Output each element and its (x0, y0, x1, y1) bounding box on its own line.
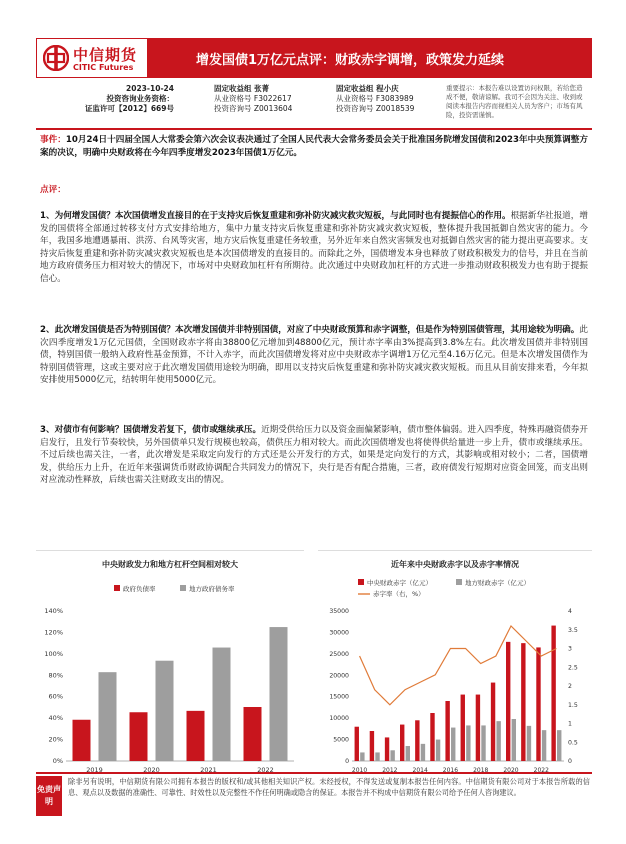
divider (36, 128, 592, 130)
y2-tick-label: 1 (568, 720, 572, 728)
bar (436, 740, 440, 761)
bar (187, 711, 205, 761)
y-tick-label: 40% (48, 714, 63, 723)
logo (36, 38, 148, 78)
x-tick-label: 2022 (533, 767, 549, 774)
y-tick-label: 120% (44, 628, 63, 637)
citic-logo-icon (43, 45, 69, 71)
bar (466, 725, 470, 761)
bar (421, 744, 425, 761)
y-tick-label: 35000 (329, 608, 349, 615)
bar (375, 752, 379, 761)
x-tick-label: 2020 (503, 767, 519, 774)
y-tick-label: 20000 (329, 672, 349, 680)
x-tick-label: 2012 (382, 767, 398, 774)
x-tick-label: 2021 (200, 766, 217, 774)
comment-label: 点评： (40, 185, 66, 195)
bar (481, 725, 485, 761)
license-label: 投资咨询业务资格： (106, 94, 174, 103)
y2-tick-label: 0 (568, 758, 572, 765)
y-tick-label: 60% (48, 692, 63, 701)
legend-swatch (180, 585, 186, 591)
point-2-body: 此次四季度增发1万亿元国债，全国财政赤字将由38800亿元增加到48800亿元，预计赤字率由3%提高到3.8%左右。此次增发国债并非特别国债，特别国债一般纳入政府性基金预算，不计入赤字，而此次国债增发将对应中央财政赤字调增1万亿元至4.16万亿元。但是本次增发国债作为特别国债管理，这或主要对应于此次增发国债用途较为明确，即用以支持灾后恢复重建和弥补防灾减灾救灾短板。而且从目前安排来看，今年拟安排使用5000亿元，结转明年使用5000亿元。 (40, 325, 588, 386)
bar (370, 731, 374, 761)
legend-label: 政府负债率 (123, 585, 156, 593)
bar (430, 713, 434, 761)
bar (130, 712, 148, 761)
analyst-1-title: 固定收益组 张菁 (214, 84, 270, 93)
legend-label: 地方政府债务率 (189, 585, 235, 593)
bar (542, 730, 546, 761)
report-info (36, 84, 592, 128)
logo-text-en: CITIC Futures (73, 63, 134, 72)
y2-tick-label: 2.5 (568, 664, 578, 672)
bar (156, 661, 174, 761)
license-value: 证监许可【2012】669号 (84, 104, 174, 113)
point-2-head: 2、此次增发国债是否为特别国债？本次增发国债并非特别国债，对应了中央财政预算和赤字调整，但是作为特别国债管理，其用途较为明确。 (40, 325, 580, 335)
deficit-rate-line (360, 626, 557, 705)
y-tick-label: 10000 (329, 715, 349, 723)
legend-label: 地方财政赤字（亿元） (465, 579, 530, 587)
important-notice: 重要提示：本报告难以设置访问权限，若给您造成不便，敬请谅解。我司不会因为关注、收到或阅读本报告内容而视相关人员为客户；市场有风险，投资需谨慎。 (446, 84, 583, 119)
bar (390, 750, 394, 761)
date-license-block (64, 84, 174, 114)
point-1 (40, 210, 588, 286)
analyst-2-consult: 投资咨询号 Z0018539 (336, 104, 415, 113)
chart-2-panel (318, 550, 592, 786)
x-tick-label: 2020 (143, 766, 160, 774)
bar (461, 695, 465, 761)
y-tick-label: 20% (48, 735, 63, 744)
point-3-head: 3、对债市有何影响？国债增发若复下，债市或继续承压。 (40, 425, 262, 435)
point-3-body: 近期受供给压力以及资金面偏紧影响，债市整体偏弱。进入四季度，特殊再融资债券开启发行，且发行节奏较快，另外国债单只发行规模也较高，债供压力相对较大。而此次国债增发也将使得供给量进一步上升，债市或继续承压。不过后续也需关注，一者，此次增发是采取定向发行的方式还是公开发行的方式，如果是定向发行的方式，其影响或相对较小；二者，国债增发，供给压力上升，在近年来强调货币财政协调配合共同发力的情况下，央行是否有配合措施，三者，政府债发行短期对应资金回笼，而支出则对应流动性释放，后续也需关注财政支出的情况。 (40, 425, 588, 486)
point-1-head: 1、为何增发国债？本次国债增发直接目的在于支持灾后恢复重建和弥补防灾减灾救灾短板，与此同时也有提振信心的作用。 (40, 211, 511, 221)
comment-heading (40, 184, 588, 197)
x-tick-label: 2014 (412, 767, 428, 774)
report-header (36, 38, 592, 78)
legend-swatch (114, 585, 120, 591)
bar (270, 627, 288, 761)
legend-swatch (358, 579, 364, 585)
bar (415, 720, 419, 761)
legend-label: 赤字率（右，%） (373, 590, 425, 598)
event-paragraph (40, 134, 588, 159)
bar (406, 746, 410, 761)
bar (536, 647, 540, 761)
legend-swatch (456, 579, 462, 585)
bar (400, 725, 404, 761)
chart-2-title: 近年来中央财政赤字以及赤字率情况 (391, 560, 519, 569)
bar (360, 752, 364, 761)
bar (355, 727, 359, 761)
analyst-1 (214, 84, 292, 114)
bar (445, 701, 449, 761)
chart-1 (36, 565, 304, 787)
report-page (36, 38, 592, 818)
bar (385, 737, 389, 761)
y-tick-label: 140% (44, 607, 63, 615)
point-1-body: 根据新华社报道，增发的国债将全部通过转移支付方式安排给地方，集中力量支持灾后恢复重建和弥补防灾减灾救灾短板，整体提升我国抵御自然灾害的能力。今年，我国多地遭遇暴雨、洪涝、台风等灾害，地方灾后恢复重建任务较重，另外近年来自然灾害频发也对抵御自然灾害的能力提出更高要求。支持灾后恢复重建和弥补防灾减灾救灾短板也是本次国债增发的直接目的。而除此之外，国债增发本身也释放了财政积极发力的信号，并且在当前地方政府债务压力相对较大的情况下，市场对中央财政加杠杆有所期待。此次通过中央财政加杠杆的方式进一步推动财政积极发力也有助于提振信心。 (40, 211, 588, 284)
analyst-2-license: 从业资格号 F3083989 (336, 94, 414, 103)
bar (506, 642, 510, 761)
bar (73, 720, 91, 761)
x-tick-label: 2022 (257, 766, 274, 774)
bar (521, 643, 525, 761)
point-3 (40, 424, 588, 487)
y2-tick-label: 0.5 (568, 739, 578, 747)
analyst-1-consult: 投资咨询号 Z0013604 (214, 104, 293, 113)
y-tick-label: 15000 (329, 693, 349, 701)
disclaimer-text: 除非另有说明，中信期货有限公司拥有本报告的版权和/或其他相关知识产权。未经授权，不得发送或复制本报告任何内容。中信期货有限公司对于本报告所载的信息、观点以及数据的准确性、可靠性、时效性以及完整性不作任何明确或隐含的保证。本报告并不构成中信期货有限公司给予任何人咨询建议。 (68, 777, 590, 797)
analyst-1-license: 从业资格号 F3022617 (214, 94, 292, 103)
y-tick-label: 0 (345, 758, 349, 765)
bar (476, 695, 480, 761)
y2-tick-label: 3.5 (568, 626, 578, 634)
bar (496, 721, 500, 761)
y-tick-label: 5000 (333, 736, 349, 744)
bar (451, 728, 455, 761)
point-2 (40, 324, 588, 387)
legend-label: 中央财政赤字（亿元） (367, 579, 432, 587)
bar (557, 730, 561, 761)
analyst-2-title: 固定收益组 程小庆 (336, 84, 399, 93)
chart-1-panel (36, 550, 304, 786)
bar (512, 719, 516, 761)
analyst-2 (336, 84, 414, 114)
bar (491, 683, 495, 761)
x-tick-label: 2010 (351, 767, 368, 774)
event-label: 事件： (40, 135, 66, 145)
bar (244, 707, 262, 761)
bar (551, 626, 555, 761)
chart-1-title: 中央财政发力和地方杠杆空间相对较大 (102, 560, 238, 569)
chart-2 (318, 565, 592, 787)
x-tick-label: 2019 (86, 766, 103, 774)
y2-tick-label: 4 (568, 608, 572, 615)
bar (213, 648, 231, 761)
y2-tick-label: 2 (568, 683, 572, 690)
bar (99, 672, 117, 761)
disclaimer-label: 免责声明 (36, 776, 62, 816)
disclaimer (36, 772, 592, 818)
bar (527, 726, 531, 761)
report-title: 增发国债1万亿元点评：财政赤字调增，政策发力延续 (196, 53, 505, 68)
y-tick-label: 100% (44, 649, 63, 658)
y2-tick-label: 3 (568, 645, 572, 653)
x-tick-label: 2016 (442, 767, 459, 774)
y-tick-label: 25000 (329, 650, 349, 658)
report-date: 2023-10-24 (126, 84, 174, 93)
event-text: 10月24日十四届全国人大常委会第六次会议表决通过了全国人民代表大会常务委员会关于批准国务院增发国债和2023年中央预算调整方案的决议，明确中央财政将在今年四季度增发2023年国债1万亿元。 (40, 135, 588, 158)
y-tick-label: 0% (52, 757, 63, 765)
x-tick-label: 2018 (473, 767, 489, 774)
logo-text-cn: 中信期货 (73, 46, 138, 64)
y-tick-label: 30000 (329, 629, 349, 637)
y2-tick-label: 1.5 (568, 701, 578, 709)
y-tick-label: 80% (48, 671, 63, 680)
